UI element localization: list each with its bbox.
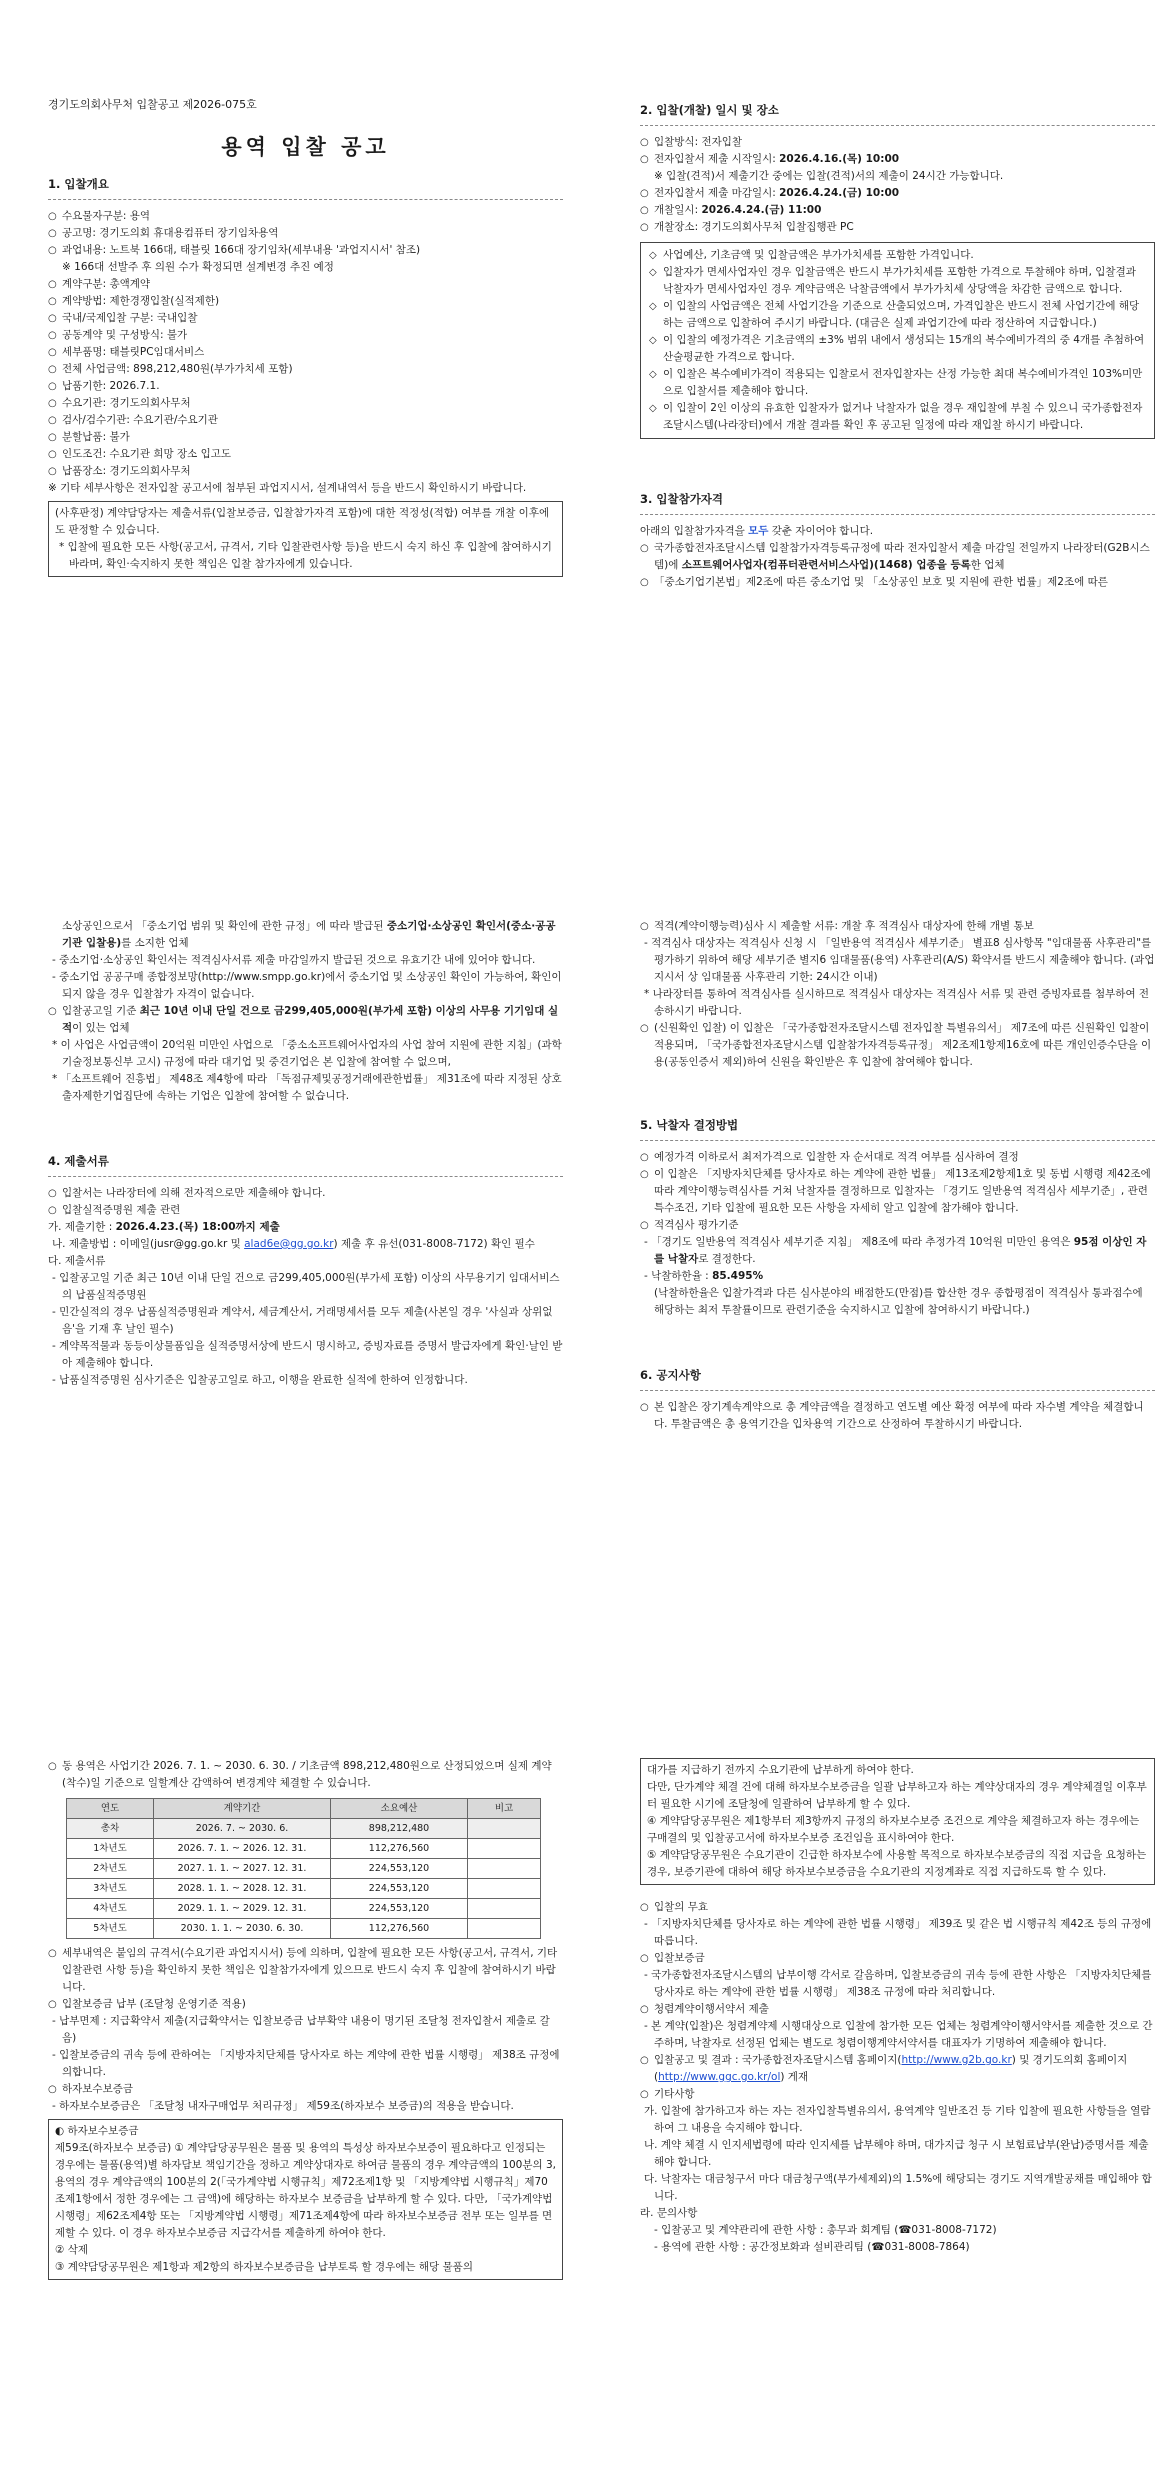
document-title: 용역 입찰 공고 [221, 135, 390, 159]
sub-item: - 본 계약(입찰)은 청렴계약제 시행대상으로 입찰에 참가한 모든 업체는 청렴계약이행서약서를 제출한 것으로 간주하며, 낙찰자로 선정된 업체는 별도로 청렴이행계약서약서를 대표자가 기명하여 제출해야 합니다. [644, 2020, 1153, 2049]
sub-item: 라. 문의사항 [640, 2207, 698, 2219]
note: ※ 기타 세부사항은 전자입찰 공고서에 첨부된 과업지시서, 설계내역서 등을 반드시 확인하시기 바랍니다. [48, 482, 527, 494]
list-item: ○ 입찰실적증명원 제출 관련 [48, 1202, 563, 1219]
post-judgment-notice-box [48, 501, 563, 577]
sub-item: - 적격심사 대상자는 적격심사 신청 시 「일반용역 적격심사 세부기준」 별표8 심사항목 "임대물품 사후관리"를 평가하기 위하여 해당 세부기준 별지6 임대물품(용역) 사후관리(A/S) 확약서를 반드시 제출해야 합니다. (과업지시서 상 임대물품 사후관리 기한: 24시간 이내) [644, 937, 1155, 983]
table-header: 계약기간 [154, 1799, 331, 1819]
list-item: ○ 국내/국제입찰 구분: 국내입찰 [48, 310, 563, 327]
list-item: ○ 적격(계약이행능력)심사 시 제출할 서류: 개찰 후 적격심사 대상자에 한해 개별 통보 [640, 918, 1155, 935]
bid-overview-list [48, 208, 563, 497]
sub-item: - 「경기도 일반용역 적격심사 세부기준 지침」 제8조에 따라 추정가격 10억원 미만인 용역은 95점 이상인 자를 낙찰자로 결정한다. [644, 1236, 1147, 1265]
note: * 나라장터를 통하여 적격심사를 실시하므로 적격심사 대상자는 적격심사 서류 및 관련 증빙자료를 첨부하여 전송하시기 바랍니다. [644, 988, 1150, 1017]
section-title: 1. 입찰개요 [48, 177, 109, 191]
note: * 이 사업은 사업금액이 20억원 미만인 사업으로 「중소소프트웨어사업자의 사업 참여 지원에 관한 지침」(과학기술정보통신부 고시) 규정에 따라 대기업 및 중견기업은 본 입찰에 참여할 수 없으며, [52, 1039, 562, 1068]
list-item: ○ 과업내용: 노트북 166대, 태블릿 166대 장기임차(세부내용 '과업지시서' 참조) [48, 242, 563, 259]
table-row: 5차년도 2030. 1. 1. ~ 2030. 6. 30. 112,276,560 [67, 1919, 541, 1939]
list-item: ○ 전자입찰서 제출 마감일시: 2026.4.24.(금) 10:00 [640, 185, 1155, 202]
divider [640, 513, 1155, 515]
g2b-link[interactable]: http://www.g2b.go.kr [901, 2054, 1012, 2066]
sub-item: - 낙찰하한율 : 85.495% [644, 1270, 764, 1282]
table-header-row [67, 1799, 541, 1819]
sub-item: - 납품실적증명원 심사기준은 입찰공고일로 하고, 이행을 완료한 실적에 한하여 인정합니다. [52, 1374, 468, 1386]
list-item: ○ 인도조건: 수요기관 희망 장소 입고도 [48, 446, 563, 463]
list-item: ○ 공동계약 및 구성방식: 불가 [48, 327, 563, 344]
list-item: ○ 이 입찰은 「지방자치단체를 당사자로 하는 계약에 관한 법률」 제13조제2항제1호 및 동법 시행령 제42조에 따라 계약이행능력심사를 거쳐 낙찰자를 결정하므로 입찰자는 「경기도 일반용역 적격심사 세부기준」, 관련 특수조건, 기타 입찰에 필요한 모든 사항을 자세히 알고 입찰에 참가해야 합니다. [640, 1166, 1155, 1217]
box-text: ⑤ 계약담당공무원은 수요기관이 긴급한 하자보수에 사용할 목적으로 하자보수보증금의 직접 지급을 요청하는 경우, 보증기관에 대하여 해당 하자보수보증금을 수요기관의 지정계좌로 직접 지급하도록 할 수 있다. [647, 1849, 1147, 1878]
list-item: ○ 입찰보증금 납부 (조달청 운영기준 적용) [48, 1996, 563, 2013]
warranty-regulation-box-continued [640, 1758, 1155, 1885]
box-text: ③ 계약담당공무원은 제1항과 제2항의 하자보수보증금을 납부토록 할 경우에는 해당 물품의 [55, 2261, 473, 2273]
list-item: ○ 수요물자구분: 용역 [48, 208, 563, 225]
table-header: 연도 [67, 1799, 154, 1819]
sub-item: - 국가종합전자조달시스템의 납부이행 각서로 갈음하며, 입찰보증금의 귀속 등에 관한 사항은 「지방자치단체를 당사자로 하는 계약에 관한 법률 시행령」 제38조 규정에 따라 처리합니다. [644, 1969, 1152, 1998]
sub-item: (낙찰하한율은 입찰가격과 다른 심사분야의 배점한도(만점)를 합산한 경우 종합평점이 적격심사 통과점수에 해당하는 최저 투찰률이므로 관련기준을 숙지하시고 입찰에 참여하시기 바랍니다.) [654, 1287, 1143, 1316]
notice-number: 경기도의회사무처 입찰공고 제2026-075호 [48, 98, 257, 111]
sub-item: - 납부면제 : 지급확약서 제출(지급확약서는 입찰보증금 납부확약 내용이 명기된 조달청 전자입찰서 제출로 갈음) [52, 2015, 550, 2044]
note: ※ 166대 선발주 후 의원 수가 확정되면 설계변경 추진 예정 [62, 261, 334, 273]
list-item: ○ 입찰방식: 전자입찰 [640, 134, 1155, 151]
note: * 「소프트웨어 진흥법」 제48조 제4항에 따라 「독점규제및공정거래에관한법률」 제31조에 따라 지정된 상호출자제한기업집단에 속하는 기업은 입찰에 참여할 수 없습니다. [52, 1073, 562, 1102]
list-item: ○ 전체 사업금액: 898,212,480원(부가가치세 포함) [48, 361, 563, 378]
warranty-regulation-box [48, 2119, 563, 2280]
notice-item: ◇ 이 입찰의 사업금액은 전체 사업기간을 기준으로 산출되었으며, 가격입찰은 반드시 전체 사업기간에 해당하는 금액으로 입찰하여 주시기 바랍니다. (대금은 실제 과업기간에 따라 정산하여 지급합니다.) [649, 298, 1146, 332]
note: ※ 입찰(견적)서 제출기간 중에는 입찰(견적)서의 제출이 24시간 가능합니다. [654, 170, 1004, 182]
box-text: 대가를 지급하기 전까지 수요기관에 납부하게 하여야 한다. [647, 1764, 914, 1776]
list-item: ○ 입찰공고 및 결과 : 국가종합전자조달시스템 홈페이지(http://www.g2b.go.kr) 및 경기도의회 홈페이지(http://www.ggc.go.kr/ol) 게재 [640, 2052, 1155, 2086]
notice-item: ◇ 사업예산, 기초금액 및 입찰금액은 부가가치세를 포함한 가격입니다. [649, 247, 1146, 264]
contact-info: - 입찰공고 및 계약관리에 관한 사항 : 총무과 회계팀 (☎031-8008-7172) [654, 2224, 997, 2236]
list-item: ○ 세부품명: 태블릿PC임대서비스 [48, 344, 563, 361]
table-row: 1차년도 2026. 7. 1. ~ 2026. 12. 31. 112,276,560 [67, 1839, 541, 1859]
table-row: 3차년도 2028. 1. 1. ~ 2028. 12. 31. 224,553,120 [67, 1879, 541, 1899]
yearly-budget-table [66, 1798, 541, 1939]
section-title: 4. 제출서류 [48, 1154, 109, 1168]
notice-item: ◇ 입찰자가 면세사업자인 경우 입찰금액은 반드시 부가가치세를 포함한 가격으로 투찰해야 하며, 입찰결과 낙찰자가 면세사업자인 경우 계약금액은 낙찰금액에서 부가가치세 상당액을 차감한 금액으로 합니다. [649, 264, 1146, 298]
sub-item: 가. 입찰에 참가하고자 하는 자는 전자입찰특별유의서, 용역계약 일반조건 등 기타 입찰에 필요한 사항들을 열람하여 그 내용을 숙지해야 합니다. [644, 2105, 1151, 2134]
sub-item: 나. 제출방법 : 이메일(jusr@gg.go.kr 및 alad6e@gg.go.kr) 제출 후 유선(031-8008-7172) 확인 필수 [52, 1238, 535, 1250]
sub-item: - 계약목적물과 동등이상물품임을 실적증명서상에 반드시 명시하고, 증빙자료를 증명서 발급자에게 확인·날인 받아 제출해야 합니다. [52, 1340, 563, 1369]
list-item: ○ 납품기한: 2026.7.1. [48, 378, 563, 395]
email-link[interactable]: alad6e@gg.go.kr [244, 1238, 334, 1250]
notice-item: ◇ 이 입찰은 복수예비가격이 적용되는 입찰로서 전자입찰자는 산정 가능한 최대 복수예비가격인 103%미만으로 입찰서를 제출해야 합니다. [649, 366, 1146, 400]
list-item: ○ 「중소기업기본법」제2조에 따른 중소기업 및 「소상공인 보호 및 지원에 관한 법률」제2조에 따른 [640, 574, 1155, 591]
page1-right-column [640, 96, 1155, 591]
list-item: ○ (신원확인 입찰) 이 입찰은 「국가종합전자조달시스템 전자입찰 특별유의서」 제7조에 따른 신원확인 입찰이 적용되며, 「국가종합전자조달시스템 입찰참가자격등록규정」 제2조제1항제16호에 따른 개인인증수단을 이용(공동인증서 제외)하여 신원을 확인받은 후 입찰에 참여해야 합니다. [640, 1020, 1155, 1071]
section-title: 5. 낙찰자 결정방법 [640, 1118, 739, 1132]
notice-item: ◇ 이 입찰이 2인 이상의 유효한 입찰자가 없거나 낙찰자가 없을 경우 재입찰에 부칠 수 있으니 국가종합전자조달시스템(나라장터)에서 개찰 결과를 확인 후 공고된 일정에 따라 재입찰 하시기 바랍니다. [649, 400, 1146, 434]
page2-right-column [640, 918, 1155, 1433]
page2-left-column [48, 918, 563, 1389]
list-item: ○ 분할납품: 불가 [48, 429, 563, 446]
list-item: ○ 입찰서는 나라장터에 의해 전자적으로만 제출해야 합니다. [48, 1185, 563, 1202]
box-text: ④ 계약담당공무원은 제1항부터 제3항까지 규정의 하자보수보증 조건으로 계약을 체결하고자 하는 경우에는 구매결의 및 입찰공고서에 하자보수보증 조건임을 표시하여야 한다. [647, 1815, 1140, 1844]
sub-item: 나. 계약 체결 시 인지세법령에 따라 인지세를 납부해야 하며, 대가지급 청구 시 보험료납부(완납)증명서를 제출해야 합니다. [644, 2139, 1149, 2168]
list-item: ○ 입찰공고일 기준 최근 10년 이내 단일 건으로 금299,405,000원(부가세 포함) 이상의 사무용 기기임대 실적이 있는 업체 [48, 1003, 563, 1037]
notice-text: (사후판정) 계약담당자는 제출서류(입찰보증금, 입찰참가자격 포함)에 대한 적정성(적합) 여부를 개찰 이후에도 판정할 수 있습니다. [55, 507, 550, 536]
page3-left-column [48, 1758, 563, 2284]
box-heading: ◐ 하자보수보증금 [55, 2125, 139, 2137]
price-notice-box [640, 242, 1155, 439]
list-item: ○ 동 용역은 사업기간 2026. 7. 1. ~ 2030. 6. 30. / 기초금액 898,212,480원으로 산정되었으며 실제 계약(착수)일 기준으로 일할계산 감액하여 변경계약 체결할 수 있습니다. [48, 1758, 563, 1792]
list-item: ○ 청렴계약이행서약서 제출 [640, 2001, 1155, 2018]
box-text: 다만, 단가계약 체결 건에 대해 하자보수보증금을 일괄 납부하고자 하는 계약상대자의 경우 계약체결일 이후부터 필요한 시기에 조달청에 일괄하여 납부하게 할 수 있다. [647, 1781, 1147, 1810]
table-header: 소요예산 [331, 1799, 468, 1819]
page3-right-column [640, 1758, 1155, 2256]
list-item: ○ 납품장소: 경기도의회사무처 [48, 463, 563, 480]
list-item: ○ 적격심사 평가기준 [640, 1217, 1155, 1234]
list-item: ○ 세부내역은 붙임의 규격서(수요기관 과업지시서) 등에 의하며, 입찰에 필요한 모든 사항(공고서, 규격서, 기타 입찰관련 사항 등)을 확인하지 못한 책임은 입찰참가자에게 있으므로 반드시 숙지 후 입찰에 참여하시기 바랍니다. [48, 1945, 563, 1996]
list-item: ○ 검사/검수기관: 수요기관/수요기관 [48, 412, 563, 429]
section-title: 6. 공지사항 [640, 1368, 701, 1382]
list-item: ○ 계약구분: 총액계약 [48, 276, 563, 293]
notice-item: ◇ 이 입찰의 예정가격은 기초금액의 ±3% 범위 내에서 생성되는 15개의 복수예비가격의 중 4개를 추첨하여 산술평균한 가격으로 합니다. [649, 332, 1146, 366]
sub-item: - 중소기업 공공구매 종합정보망(http://www.smpp.go.kr)에서 중소기업 및 소상공인 확인이 가능하여, 확인이 되지 않을 경우 입찰참가 자격이 없습니다. [52, 971, 562, 1000]
divider [48, 1175, 563, 1177]
sub-item: - 민간실적의 경우 납품실적증명원과 계약서, 세금계산서, 거래명세서를 모두 제출(사본일 경우 '사실과 상위없음'을 기재 후 날인 필수) [52, 1306, 553, 1335]
divider [640, 1139, 1155, 1141]
list-item: ○ 예정가격 이하로서 최저가격으로 입찰한 자 순서대로 적격 여부를 심사하여 결정 [640, 1149, 1155, 1166]
divider [640, 124, 1155, 126]
sub-item: - 하자보수보증금은 「조달청 내자구매업무 처리규정」 제59조(하자보수 보증금)의 적용을 받습니다. [52, 2100, 514, 2112]
sub-item: 가. 제출기한 : 2026.4.23.(목) 18:00까지 제출 [48, 1221, 280, 1233]
list-item: ○ 개찰장소: 경기도의회사무처 입찰집행관 PC [640, 219, 1155, 236]
list-item: ○ 본 입찰은 장기계속계약으로 총 계약금액을 결정하고 연도별 예산 확정 여부에 따라 자수별 계약을 체결합니다. 투찰금액은 총 용역기간을 입차용역 기간으로 산정하여 투찰하시기 바랍니다. [640, 1399, 1155, 1433]
sub-item: - 「지방자치단체를 당사자로 하는 계약에 관한 법률 시행령」 제39조 및 같은 법 시행규칙 제42조 등의 규정에 따릅니다. [644, 1918, 1152, 1947]
table-row: 4차년도 2029. 1. 1. ~ 2029. 12. 31. 224,553,120 [67, 1899, 541, 1919]
table-row: 2차년도 2027. 1. 1. ~ 2027. 12. 31. 224,553,120 [67, 1859, 541, 1879]
contact-info: - 용역에 관한 사항 : 공간정보화과 설비관리팀 (☎031-8008-7864) [654, 2241, 970, 2253]
table-header: 비고 [468, 1799, 541, 1819]
ggc-link[interactable]: http://www.ggc.go.kr/ol [658, 2071, 781, 2083]
list-item: ○ 하자보수보증금 [48, 2081, 563, 2098]
sub-item: - 입찰보증금의 귀속 등에 관하여는 「지방자치단체를 당사자로 하는 계약에 관한 법률 시행령」 제38조 규정에 의합니다. [52, 2049, 560, 2078]
sub-item: - 중소기업·소상공인 확인서는 적격심사서류 제출 마감일까지 발급된 것으로 유효기간 내에 있어야 합니다. [52, 954, 536, 966]
list-item: ○ 수요기관: 경기도의회사무처 [48, 395, 563, 412]
list-item: ○ 입찰의 무효 [640, 1899, 1155, 1916]
list-item: ○ 계약방법: 제한경쟁입찰(실적제한) [48, 293, 563, 310]
divider [640, 1389, 1155, 1391]
table-row: 총차 2026. 7. ~ 2030. 6. 898,212,480 [67, 1819, 541, 1839]
divider [48, 198, 563, 200]
page1-left-column [48, 96, 563, 581]
box-text: 제59조(하자보수 보증금) ① 계약담당공무원은 물품 및 용역의 특성상 하자보수보증이 필요하다고 인정되는 경우에는 물품(용역)별 하자담보 책임기간을 정하고 계약상대자로 하여금 물품의 경우 계약금액의 100분의 3, 용역의 경우 계약금액의 100분의 2(「국가계약법 시행규칙」제72조제1항 및 「지방계약법 시행규칙」제70조제1항에서 정한 경우에는 그 금액)에 해당하는 하자보수 보증금을 납부하게 할 수 있다. 다만, 「국가계약법 시행령」제62조제4항 또는 「지방계약법 시행령」제71조제4항에 따라 하자보수보증금 전부 또는 일부를 면제할 수 있다. 이 경우 하자보수보증금 지급각서를 제출하게 하여야 한다. [55, 2142, 556, 2239]
list-item: ○ 국가종합전자조달시스템 입찰참가자격등록규정에 따라 전자입찰서 제출 마감일 전일까지 나라장터(G2B시스템)에 소프트웨어사업자(컴퓨터관련서비스사업)(1468) 업종을 등록한 업체 [640, 540, 1155, 574]
sub-item: 다. 낙찰자는 대금청구서 마다 대금청구액(부가세제외)의 1.5%에 해당되는 경기도 지역개발공채를 매입해야 합니다. [644, 2173, 1152, 2202]
list-item: ○ 전자입찰서 제출 시작일시: 2026.4.16.(목) 10:00 [640, 151, 1155, 168]
section-title: 3. 입찰참가자격 [640, 492, 724, 506]
box-text: ② 삭제 [55, 2244, 89, 2256]
list-item: ○ 개찰일시: 2026.4.24.(금) 11:00 [640, 202, 1155, 219]
sub-item: - 입찰공고일 기준 최근 10년 이내 단일 건으로 금299,405,000원(부가세 포함) 이상의 사무용기기 임대서비스의 납품실적증명원 [52, 1272, 560, 1301]
sub-item: 다. 제출서류 [48, 1255, 106, 1267]
list-item: ○ 공고명: 경기도의회 휴대용컴퓨터 장기임차용역 [48, 225, 563, 242]
list-item: ○ 기타사항 [640, 2086, 1155, 2103]
qualification-intro: 아래의 입찰참가자격을 모두 갖춘 자이어야 합니다. [640, 525, 874, 537]
notice-text: * 입찰에 필요한 모든 사항(공고서, 규격서, 기타 입찰관련사항 등)을 반드시 숙지 하신 후 입찰에 참여하시기바라며, 확인·숙지하지 못한 책임은 입찰 참가자에게 있습니다. [59, 541, 552, 570]
list-item: ○ 입찰보증금 [640, 1950, 1155, 1967]
paragraph: 소상공인으로서 「중소기업 범위 및 확인에 관한 규정」에 따라 발급된 중소기업·소상공인 확인서(중소·공공기관 입찰용)를 소지한 업체 [62, 920, 556, 949]
section-title: 2. 입찰(개찰) 일시 및 장소 [640, 103, 779, 117]
